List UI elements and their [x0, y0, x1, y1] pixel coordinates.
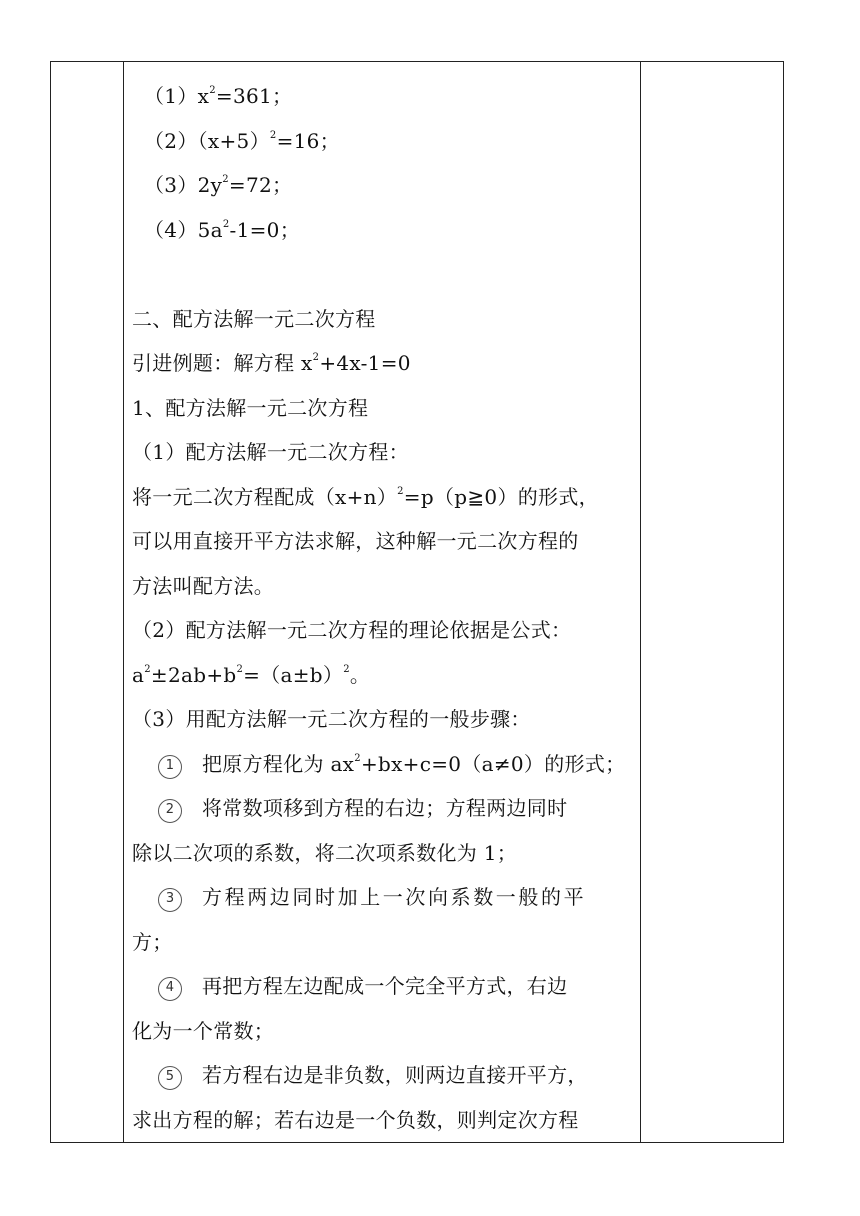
point-2-label: （2）配方法解一元二次方程的理论依据是公式：	[132, 618, 572, 642]
step-number-4: 4	[158, 977, 182, 1001]
table-row	[51, 62, 784, 1143]
step-number-1: 1	[158, 755, 182, 779]
left-cell	[51, 62, 124, 1143]
lesson-table	[50, 61, 784, 1143]
step-5-line-2: 求出方程的解；若右边是一个负数，则判定次方程	[132, 1107, 579, 1132]
exercise-3: $(3)2y^2=72$；	[144, 173, 293, 197]
step-2-line-1: 2 将常数项移到方程的右边；方程两边同时	[132, 786, 634, 831]
step-1: 1 把原方程化为 $ax^2+bx+c=0(a\ne 0)$的形式；	[132, 742, 634, 787]
point-3-label: （3）用配方法解一元二次方程的一般步骤：	[132, 707, 531, 731]
point-1-line-2: 可以用直接开平方法求解，这种解一元二次方程的	[132, 529, 579, 553]
step-3-line-1: 3 方程两边同时加上一次向系数一般的平	[132, 875, 634, 920]
step-number-5: 5	[158, 1066, 182, 1090]
step-number-3: 3	[158, 888, 182, 912]
content-cell	[124, 62, 641, 1143]
step-4-line-1: 4 再把方程左边配成一个完全平方式，右边	[132, 964, 634, 1009]
exercise-1: $(1)x^2=361$；	[144, 84, 293, 108]
step-2-line-2: 除以二次项的系数，将二次项系数化为 1；	[132, 840, 518, 865]
exercise-2: $(2)(x+5)^2=16$；	[144, 128, 340, 153]
step-4-line-2: 化为一个常数；	[132, 1018, 275, 1043]
intro-example: 引进例题：解方程 $x^2+4x-1=0$	[132, 351, 411, 375]
right-cell	[641, 62, 784, 1143]
step-number-2: 2	[158, 799, 182, 823]
step-3-line-2: 方；	[132, 929, 173, 954]
step-5-line-1: 5 若方程右边是非负数，则两边直接开平方，	[132, 1053, 634, 1098]
subsection-title: 1、配方法解一元二次方程	[132, 395, 369, 420]
spacer	[132, 252, 634, 297]
point-2-formula: $a^2\pm 2ab+b^2=(a\pm b)^2$。	[132, 662, 371, 687]
exercise-4: $(4)5a^2-1=0$；	[144, 217, 301, 242]
point-1-label: （1）配方法解一元二次方程：	[132, 440, 409, 464]
lesson-content	[124, 62, 640, 1142]
section-heading: 二、配方法解一元二次方程	[132, 306, 376, 331]
point-1-line-1: 将一元二次方程配成$(x+n)^2=p(p≧0)$的形式，	[132, 484, 599, 509]
point-1-line-3: 方法叫配方法。	[132, 573, 275, 598]
